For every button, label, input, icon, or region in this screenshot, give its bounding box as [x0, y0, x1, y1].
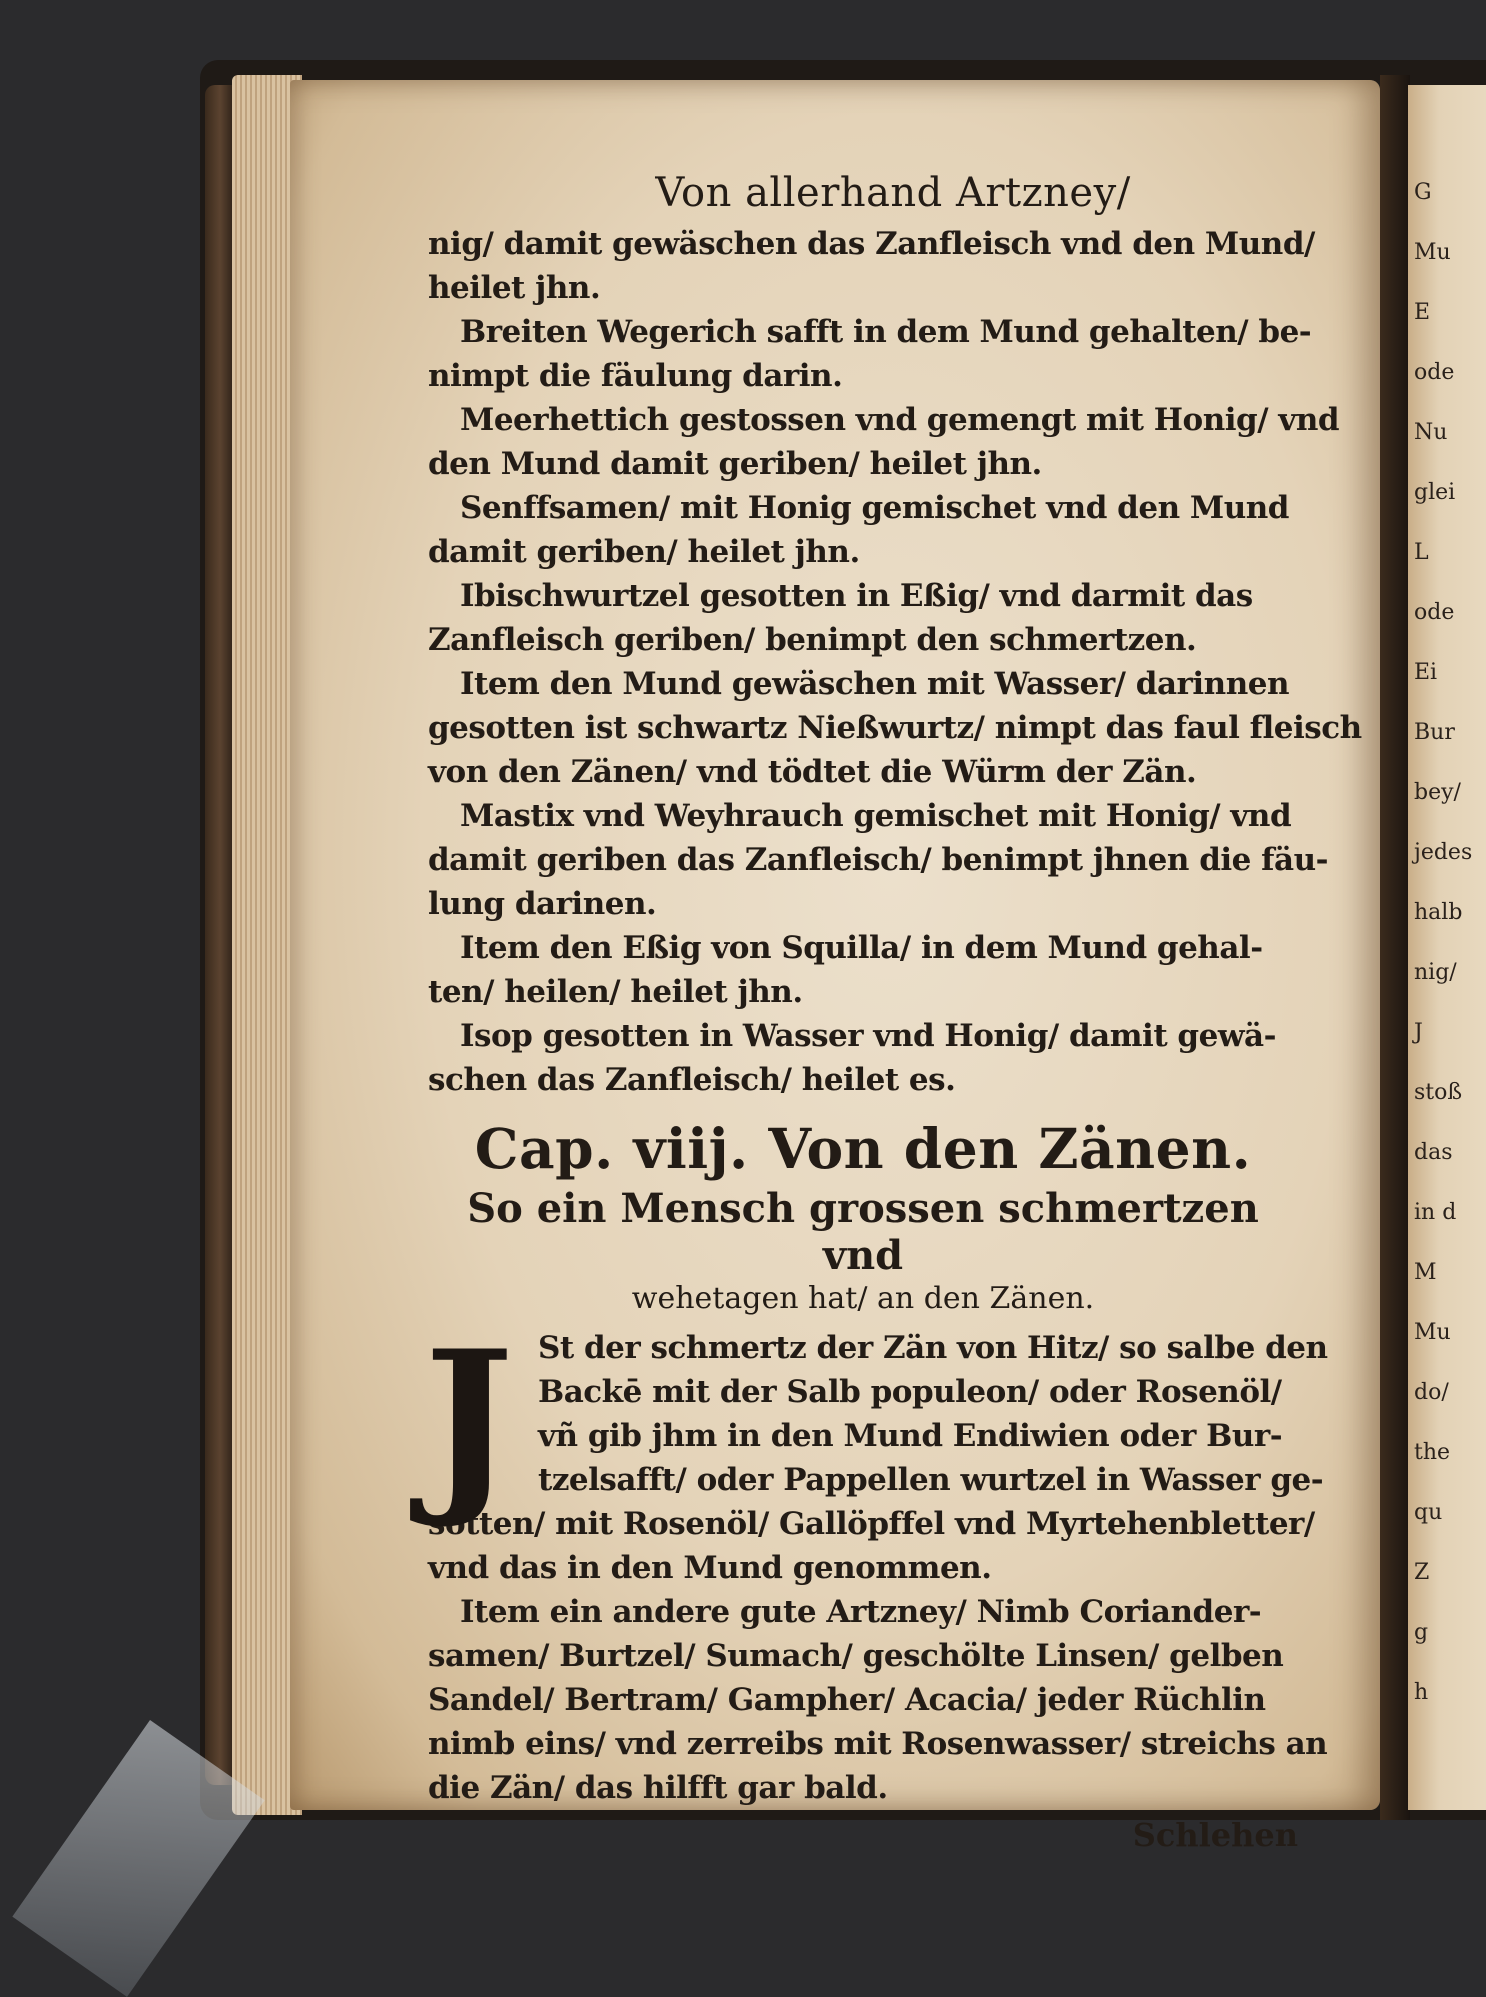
- chapter-text: [428, 1326, 1328, 1810]
- next-page-fragment: jedes: [1414, 840, 1473, 865]
- text-line: schen das Zanfleisch/ heilet es.: [428, 1062, 956, 1098]
- text-line: Sandel/ Bertram/ Gampher/ Acacia/ jeder Rüchlin: [428, 1682, 1266, 1718]
- text-line: damit geriben/ heilet jhn.: [428, 534, 860, 570]
- text-line: die Zän/ das hilfft gar bald.: [428, 1770, 888, 1806]
- text-line: Zanfleisch geriben/ benimpt den schmertzen.: [428, 622, 1197, 658]
- text-line: nimb eins/ vnd zerreibs mit Rosenwasser/ streichs an: [428, 1726, 1328, 1762]
- text-line: Meerhettich gestossen vnd gemengt mit Honig/ vnd: [460, 402, 1340, 438]
- text-line: Ibischwurtzel gesotten in Eßig/ vnd darmit das: [460, 578, 1253, 614]
- next-page-fragment: Nu: [1414, 420, 1448, 445]
- next-page-fragment: G: [1414, 180, 1432, 205]
- next-page-fragment: qu: [1414, 1500, 1443, 1525]
- text-line: den Mund damit geriben/ heilet jhn.: [428, 446, 1042, 482]
- next-page-fragment: Z: [1414, 1560, 1430, 1585]
- next-page-fragment: in d: [1414, 1200, 1457, 1225]
- text-line: Item den Mund gewäschen mit Wasser/ darinnen: [460, 666, 1290, 702]
- next-page-fragment: Ei: [1414, 660, 1438, 685]
- text-line: Breiten Wegerich safft in dem Mund gehalten/ be-: [460, 314, 1312, 350]
- text-line: Senffsamen/ mit Honig gemischet vnd den Mund: [460, 490, 1289, 526]
- text-line: ten/ heilen/ heilet jhn.: [428, 974, 803, 1010]
- right-page-fragment: [1408, 85, 1486, 1810]
- text-line: Item ein andere gute Artzney/ Nimb Coriander-: [460, 1594, 1262, 1630]
- chapter-subheading-2: wehetagen hat/ an den Zänen.: [631, 1281, 1095, 1316]
- next-page-fragment: glei: [1414, 480, 1456, 505]
- text-line: nig/ damit gewäschen das Zanfleisch vnd den Mund/: [428, 226, 1315, 262]
- text-line: Mastix vnd Weyhrauch gemischet mit Honig/ vnd: [460, 798, 1292, 834]
- next-page-fragment: do/: [1414, 1380, 1449, 1405]
- text-line: St der schmertz der Zän von Hitz/ so salbe den: [538, 1330, 1328, 1366]
- next-page-fragment: h: [1414, 1680, 1429, 1705]
- next-page-fragment: halb: [1414, 900, 1463, 925]
- next-page-fragment: Bur: [1414, 720, 1455, 745]
- next-page-fragment: das: [1414, 1140, 1453, 1165]
- next-page-fragment: stoß: [1414, 1080, 1463, 1105]
- next-page-fragment: J: [1414, 1020, 1423, 1045]
- next-page-fragment: the: [1414, 1440, 1451, 1465]
- text-line: Isop gesotten in Wasser vnd Honig/ damit gewä-: [460, 1018, 1276, 1054]
- chapter-subheading: So ein Mensch grossen schmertzen vnd: [467, 1185, 1259, 1279]
- text-line: lung darinen.: [428, 886, 657, 922]
- catchword: Schlehen: [1132, 1816, 1298, 1854]
- chapter-body: [424, 1309, 1328, 1810]
- text-line: vñ gib jhm in den Mund Endiwien oder Bur-: [538, 1418, 1283, 1454]
- next-page-fragment: g: [1414, 1620, 1429, 1645]
- body-text: [428, 222, 1362, 1102]
- book-gutter: [1380, 75, 1410, 1820]
- next-page-fragment: Mu: [1414, 240, 1451, 265]
- text-line: samen/ Burtzel/ Sumach/ geschölte Linsen/ gelben: [428, 1638, 1284, 1674]
- next-page-fragment: ode: [1414, 360, 1455, 385]
- chapter-title: Cap. viij. Von den Zänen.: [474, 1116, 1252, 1181]
- book-spine: [205, 85, 235, 1785]
- text-line: sotten/ mit Rosenöl/ Gallöpffel vnd Myrtehenbletter/: [428, 1506, 1315, 1542]
- next-page-fragment: ode: [1414, 600, 1455, 625]
- next-page-fragment: M: [1414, 1260, 1437, 1285]
- text-line: gesotten ist schwartz Nießwurtz/ nimpt das faul fleisch: [428, 710, 1362, 746]
- text-line: heilet jhn.: [428, 270, 601, 306]
- next-page-fragment: nig/: [1414, 960, 1457, 985]
- text-line: damit geriben das Zanfleisch/ benimpt jhnen die fäu-: [428, 842, 1328, 878]
- text-line: vnd das in den Mund genommen.: [428, 1550, 992, 1586]
- next-page-fragment: L: [1414, 540, 1429, 565]
- next-page-fragment: bey/: [1414, 780, 1461, 805]
- text-line: Item den Eßig von Squilla/ in dem Mund gehal-: [460, 930, 1263, 966]
- text-line: tzelsafft/ oder Pappellen wurtzel in Wasser ge-: [538, 1462, 1324, 1498]
- text-line: nimpt die fäulung darin.: [428, 358, 843, 394]
- page-text-block: [424, 170, 1362, 1854]
- next-page-fragment: E: [1414, 300, 1431, 325]
- text-line: von den Zänen/ vnd tödtet die Würm der Zän.: [428, 754, 1197, 790]
- decorated-initial: J: [424, 1309, 514, 1532]
- text-line: Backē mit der Salb populeon/ oder Rosenöl/: [538, 1374, 1282, 1410]
- running-head: Von allerhand Artzney/: [655, 170, 1131, 216]
- next-page-fragment: Mu: [1414, 1320, 1451, 1345]
